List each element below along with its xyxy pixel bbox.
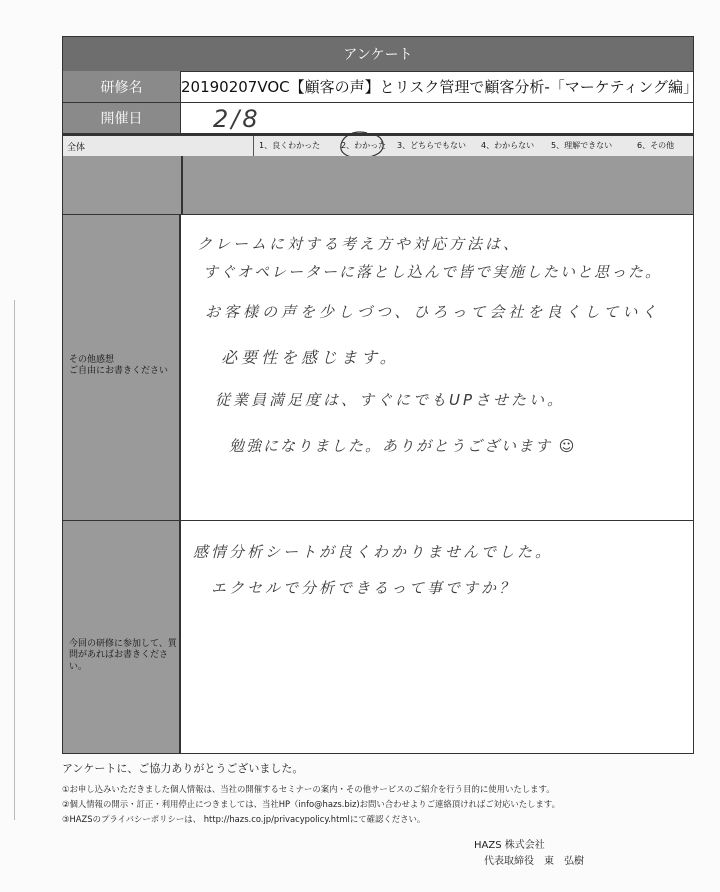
handwritten-line: 必要性を感じます。: [221, 348, 400, 367]
overall-row: [63, 136, 693, 215]
course-row: [63, 71, 698, 103]
handwritten-line: クレームに対する考え方や対応方法は、: [197, 235, 522, 253]
privacy-note-3: ③HAZSのプライバシーポリシーは、 http://hazs.co.jp/privacypolicy.htmlにて確認ください。: [62, 814, 426, 824]
comment-row: [63, 215, 693, 521]
handwritten-line: お客様の声を少しづつ、ひろって会社を良くしていく: [205, 303, 661, 321]
thanks-message: アンケートに、ご協力ありがとうございました。: [62, 762, 304, 775]
rating-option-3[interactable]: 3、どちらでもない: [397, 141, 467, 150]
course-name: 20190207VOC【顧客の声】とリスク管理で顧客分析-「マーケティング編」: [181, 78, 698, 96]
survey-form: [62, 36, 698, 754]
handwritten-line: 従業員満足度は、すぐにでもUPさせたい。: [215, 391, 566, 409]
handwritten-line: エクセルで分析できるって事ですか？: [211, 579, 518, 597]
date-label: 開催日: [63, 103, 181, 133]
handwritten-line: 感情分析シートが良くわかりませんでした。: [193, 543, 554, 561]
privacy-note-2: ②個人情報の開示・訂正・利用停止につきましては、当社HP（info@hazs.biz)お問い合わせよりご連絡頂ければご対応いたします。: [62, 799, 561, 809]
rating-option-6[interactable]: 6、その他: [637, 141, 675, 150]
question-label-cell: [63, 521, 181, 753]
rating-option-2[interactable]: 2、わかった: [341, 141, 387, 150]
rating-option-5[interactable]: 5、理解できない: [551, 141, 613, 150]
overall-gap: [63, 156, 693, 214]
handwritten-line: すぐオペレーターに落とし込んで皆で実施したいと思った。: [203, 263, 663, 281]
overall-divider: [253, 136, 254, 156]
handwritten-line: 勉強になりました。ありがとうございます ☺: [229, 437, 577, 455]
rating-option-4[interactable]: 4、わからない: [481, 141, 535, 150]
comment-answer-area[interactable]: [181, 215, 693, 520]
comment-label-instruction: ご自由にお書きください: [69, 366, 169, 377]
rating-option-1[interactable]: 1、良くわかった: [259, 141, 321, 150]
form-title: アンケート: [63, 37, 693, 72]
overall-rating-bar: [63, 136, 693, 157]
representative: 代表取締役 東 弘樹: [484, 856, 584, 867]
footer: [62, 760, 702, 827]
company-name: HAZS 株式会社: [474, 840, 545, 851]
company-signature: [470, 838, 584, 870]
overall-label: 全体: [67, 143, 86, 153]
rating-options: [259, 140, 689, 154]
comment-label: [63, 215, 181, 520]
comment-label-title: その他感想: [69, 355, 115, 365]
question-row: [63, 521, 693, 753]
question-label: 今回の研修に参加して、質問があればお書きください。: [69, 639, 177, 672]
question-answer-area[interactable]: [181, 521, 693, 753]
privacy-note-1: ①お申し込みいただきました個人情報は、当社の開催するセミナーの案内・その他サービスのご紹介を行う目的に使用いたします。: [62, 784, 555, 794]
course-label: 研修名: [63, 71, 181, 102]
date-value: 2/8: [213, 105, 261, 133]
page-fold-line: [14, 300, 15, 820]
